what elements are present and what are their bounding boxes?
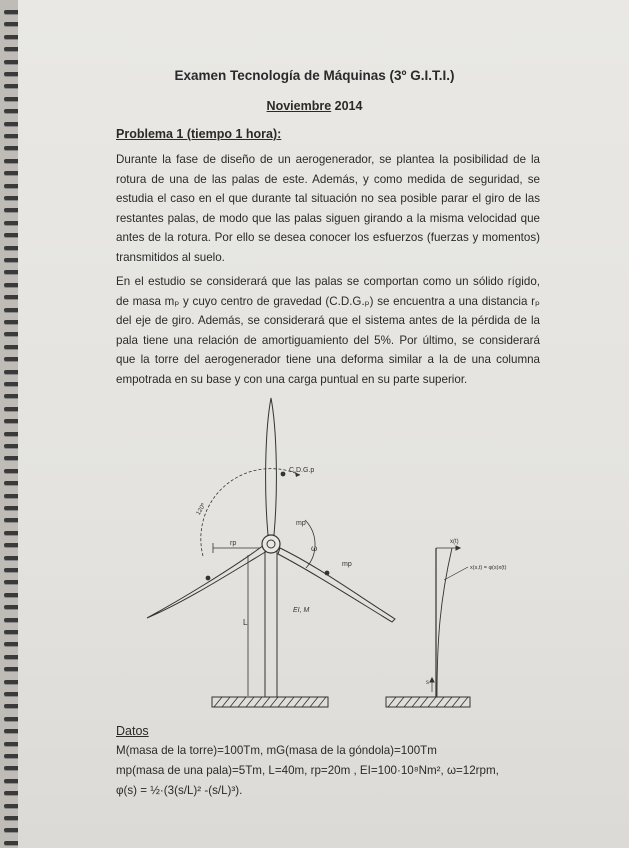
- exam-year: 2014: [334, 99, 363, 113]
- problem-paragraph-1: Durante la fase de diseño de un aerogenerador, se plantea la posibilidad de la rotura de una de las palas de este. Además, y como medida de seguridad, se estudia el caso en el que durante tal situación no sea posible parar el giro de las restantes palas, de modo que las palas siguen girando a la misma velocidad que antes de la rotura. Por ello se desea conocer los esfuerzos (fuerzas y momentos) transmitidos al suelo.: [116, 153, 540, 264]
- tower: [265, 548, 277, 697]
- label-ei-m: EI, M: [293, 607, 310, 614]
- angle-arc: [201, 469, 300, 556]
- label-xst: x(s,t) = φ(s)x(t): [470, 565, 507, 571]
- problem-heading: Problema 1 (tiempo 1 hora):: [116, 127, 282, 141]
- label-L: L: [243, 618, 248, 627]
- label-xt: x(t): [450, 539, 459, 545]
- datos-line-1: M(masa de la torre)=100Tm, mG(masa de la góndola)=100Tm: [116, 744, 437, 757]
- label-mp-top: mp: [296, 520, 306, 527]
- label-cdg: C.D.G.p: [289, 467, 315, 474]
- datos-line-3: φ(s) = ½·(3(s/L)² -(s/L)³).: [116, 784, 243, 797]
- label-angle: 120º: [195, 502, 208, 517]
- blade-vertical: [266, 398, 277, 535]
- label-s: s: [426, 680, 429, 686]
- beam-model: [430, 546, 468, 697]
- ground-right: [386, 697, 470, 707]
- datos-heading: Datos: [116, 724, 149, 738]
- blade-left: [147, 545, 267, 618]
- label-mp-right: mp: [342, 561, 352, 568]
- datos-line-2: mp(masa de una pala)=5Tm, L=40m, rp=20m , EI=100·10⁸Nm², ω=12rpm,: [116, 764, 499, 777]
- ground-left: [212, 697, 328, 707]
- hub: [262, 535, 280, 553]
- exam-month: Noviembre: [266, 99, 332, 113]
- problem-paragraph-2: En el estudio se considerará que las palas se comportan como un sólido rígido, de masa mₚ y cuyo centro de gravedad (C.D.G.ₚ) se encuentra a una distancia rₚ del eje de giro. Además, se considerará que el sistema antes de la pérdida de la pala tiene una relación de amortiguamiento del 5%. Por último, se considerará que la torre del aerogenerador tiene una deforma similar a la de una columna empotrada en su base y con una carga puntual en su parte superior.: [116, 275, 540, 386]
- label-rp: rp: [230, 540, 237, 547]
- exam-title: Examen Tecnología de Máquinas (3º G.I.T.I.): [174, 68, 455, 83]
- label-omega: ω: [311, 544, 318, 553]
